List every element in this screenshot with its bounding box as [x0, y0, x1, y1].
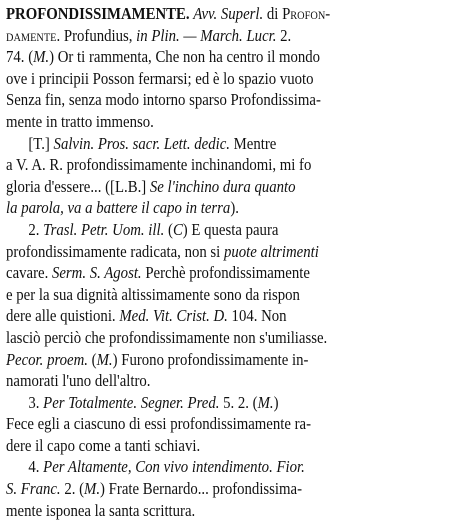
text-segment: 3.	[28, 392, 44, 412]
text-segment: Per Totalmente. Segner. Pred.	[43, 392, 220, 412]
text-segment: Se l'inchino dura quanto	[149, 176, 296, 196]
text-segment: la parola, va a battere il capo in terra	[6, 198, 231, 218]
text-segment: cavare.	[6, 263, 52, 283]
text-line	[6, 89, 466, 111]
text-segment: 104. Non	[227, 306, 287, 326]
text-segment: (	[164, 219, 173, 239]
text-segment: 74. (	[6, 47, 34, 67]
text-segment: (	[87, 349, 97, 369]
text-segment: profondissimamente radicata, non si	[6, 241, 224, 261]
text-segment: Trasl. Petr. Uom. ill.	[43, 219, 165, 239]
text-segment: Per Altamente, Con vivo intendimento. Fior.	[43, 457, 305, 477]
text-line	[6, 219, 466, 241]
text-segment: mente in tratto immenso.	[6, 111, 154, 131]
text-line	[6, 305, 466, 327]
text-segment: )	[273, 392, 279, 412]
text-segment: [T.]	[28, 133, 54, 153]
text-line	[6, 46, 466, 68]
text-segment: ove i principii Posson fermarsi; ed è lo spazio vuoto	[6, 68, 314, 88]
text-line	[6, 500, 466, 521]
text-segment: ) Furono profondissimamente in-	[112, 349, 309, 369]
text-segment: Serm. S. Agost.	[51, 263, 142, 283]
text-segment: puote altrimenti	[223, 241, 319, 261]
text-line	[6, 262, 466, 284]
text-line	[6, 133, 466, 155]
text-line	[6, 68, 466, 90]
text-segment: a V. A. R. profondissimamente inchinandomi, mi fo	[6, 155, 312, 175]
text-segment: ) Frate Bernardo... profondissima-	[100, 479, 303, 499]
text-line	[6, 176, 466, 198]
text-segment: Fece egli a ciascuno di essi profondissimamente ra-	[6, 414, 311, 434]
text-line	[6, 370, 466, 392]
text-line	[6, 349, 466, 371]
text-segment: ) E questa paura	[182, 219, 279, 239]
text-segment: e per la sua dignità altissimamente sono da rispon	[6, 284, 300, 304]
text-segment: M.	[96, 349, 113, 369]
text-segment: . Profundius,	[56, 25, 137, 45]
text-segment: Salvin. Pros. sacr. Lett. dedic.	[53, 133, 230, 153]
text-line	[6, 327, 466, 349]
text-segment: Perchè profondissimamente	[141, 263, 310, 283]
text-line	[6, 392, 466, 414]
text-line	[6, 435, 466, 457]
text-segment: 4.	[28, 457, 44, 477]
text-line	[6, 111, 466, 133]
text-segment: Med. Vit. Crist. D.	[119, 306, 228, 326]
text-line	[6, 3, 466, 25]
text-segment: Profon-	[282, 4, 331, 23]
text-line	[6, 25, 466, 47]
text-segment: Avv. Superl.	[193, 4, 264, 23]
text-segment: 2. (	[60, 479, 85, 499]
text-segment: gloria d'essere... ([L.B.]	[6, 176, 150, 196]
text-line	[6, 284, 466, 306]
text-segment: dere alle quistioni.	[6, 306, 120, 326]
text-segment: 2.	[276, 25, 292, 45]
text-line	[6, 197, 466, 219]
text-segment: lasciò perciò che profondissimamente non s'umiliasse.	[6, 327, 328, 347]
text-segment: namorati l'uno dell'altro.	[6, 371, 151, 391]
text-segment: Mentre	[229, 133, 277, 153]
text-segment: in Plin. — March. Lucr.	[136, 25, 277, 45]
text-line	[6, 154, 466, 176]
text-segment: S. Franc.	[6, 479, 61, 499]
headword: PROFONDISSIMAMENTE.	[6, 4, 190, 23]
text-segment: Senza fin, senza modo intorno sparso Profondissima-	[6, 90, 321, 110]
text-segment: M.	[33, 47, 50, 67]
text-line	[6, 456, 466, 478]
text-segment: M.	[84, 479, 101, 499]
text-segment: dere il capo come a tanti schiavi.	[6, 435, 201, 455]
text-segment: 5. 2. (	[219, 392, 258, 412]
text-segment: ).	[230, 198, 239, 218]
text-segment: mente isponea la santa scrittura.	[6, 500, 196, 520]
text-segment: 2.	[28, 219, 44, 239]
text-line	[6, 478, 466, 500]
text-line	[6, 241, 466, 263]
text-line	[6, 413, 466, 435]
text-segment: C	[172, 219, 183, 239]
text-segment: di	[263, 4, 283, 23]
text-segment: M.	[257, 392, 274, 412]
text-segment: ) Or ti rammenta, Che non ha centro il mondo	[49, 47, 321, 67]
text-segment: damente	[6, 25, 57, 45]
text-segment: Pecor. proem.	[6, 349, 88, 369]
